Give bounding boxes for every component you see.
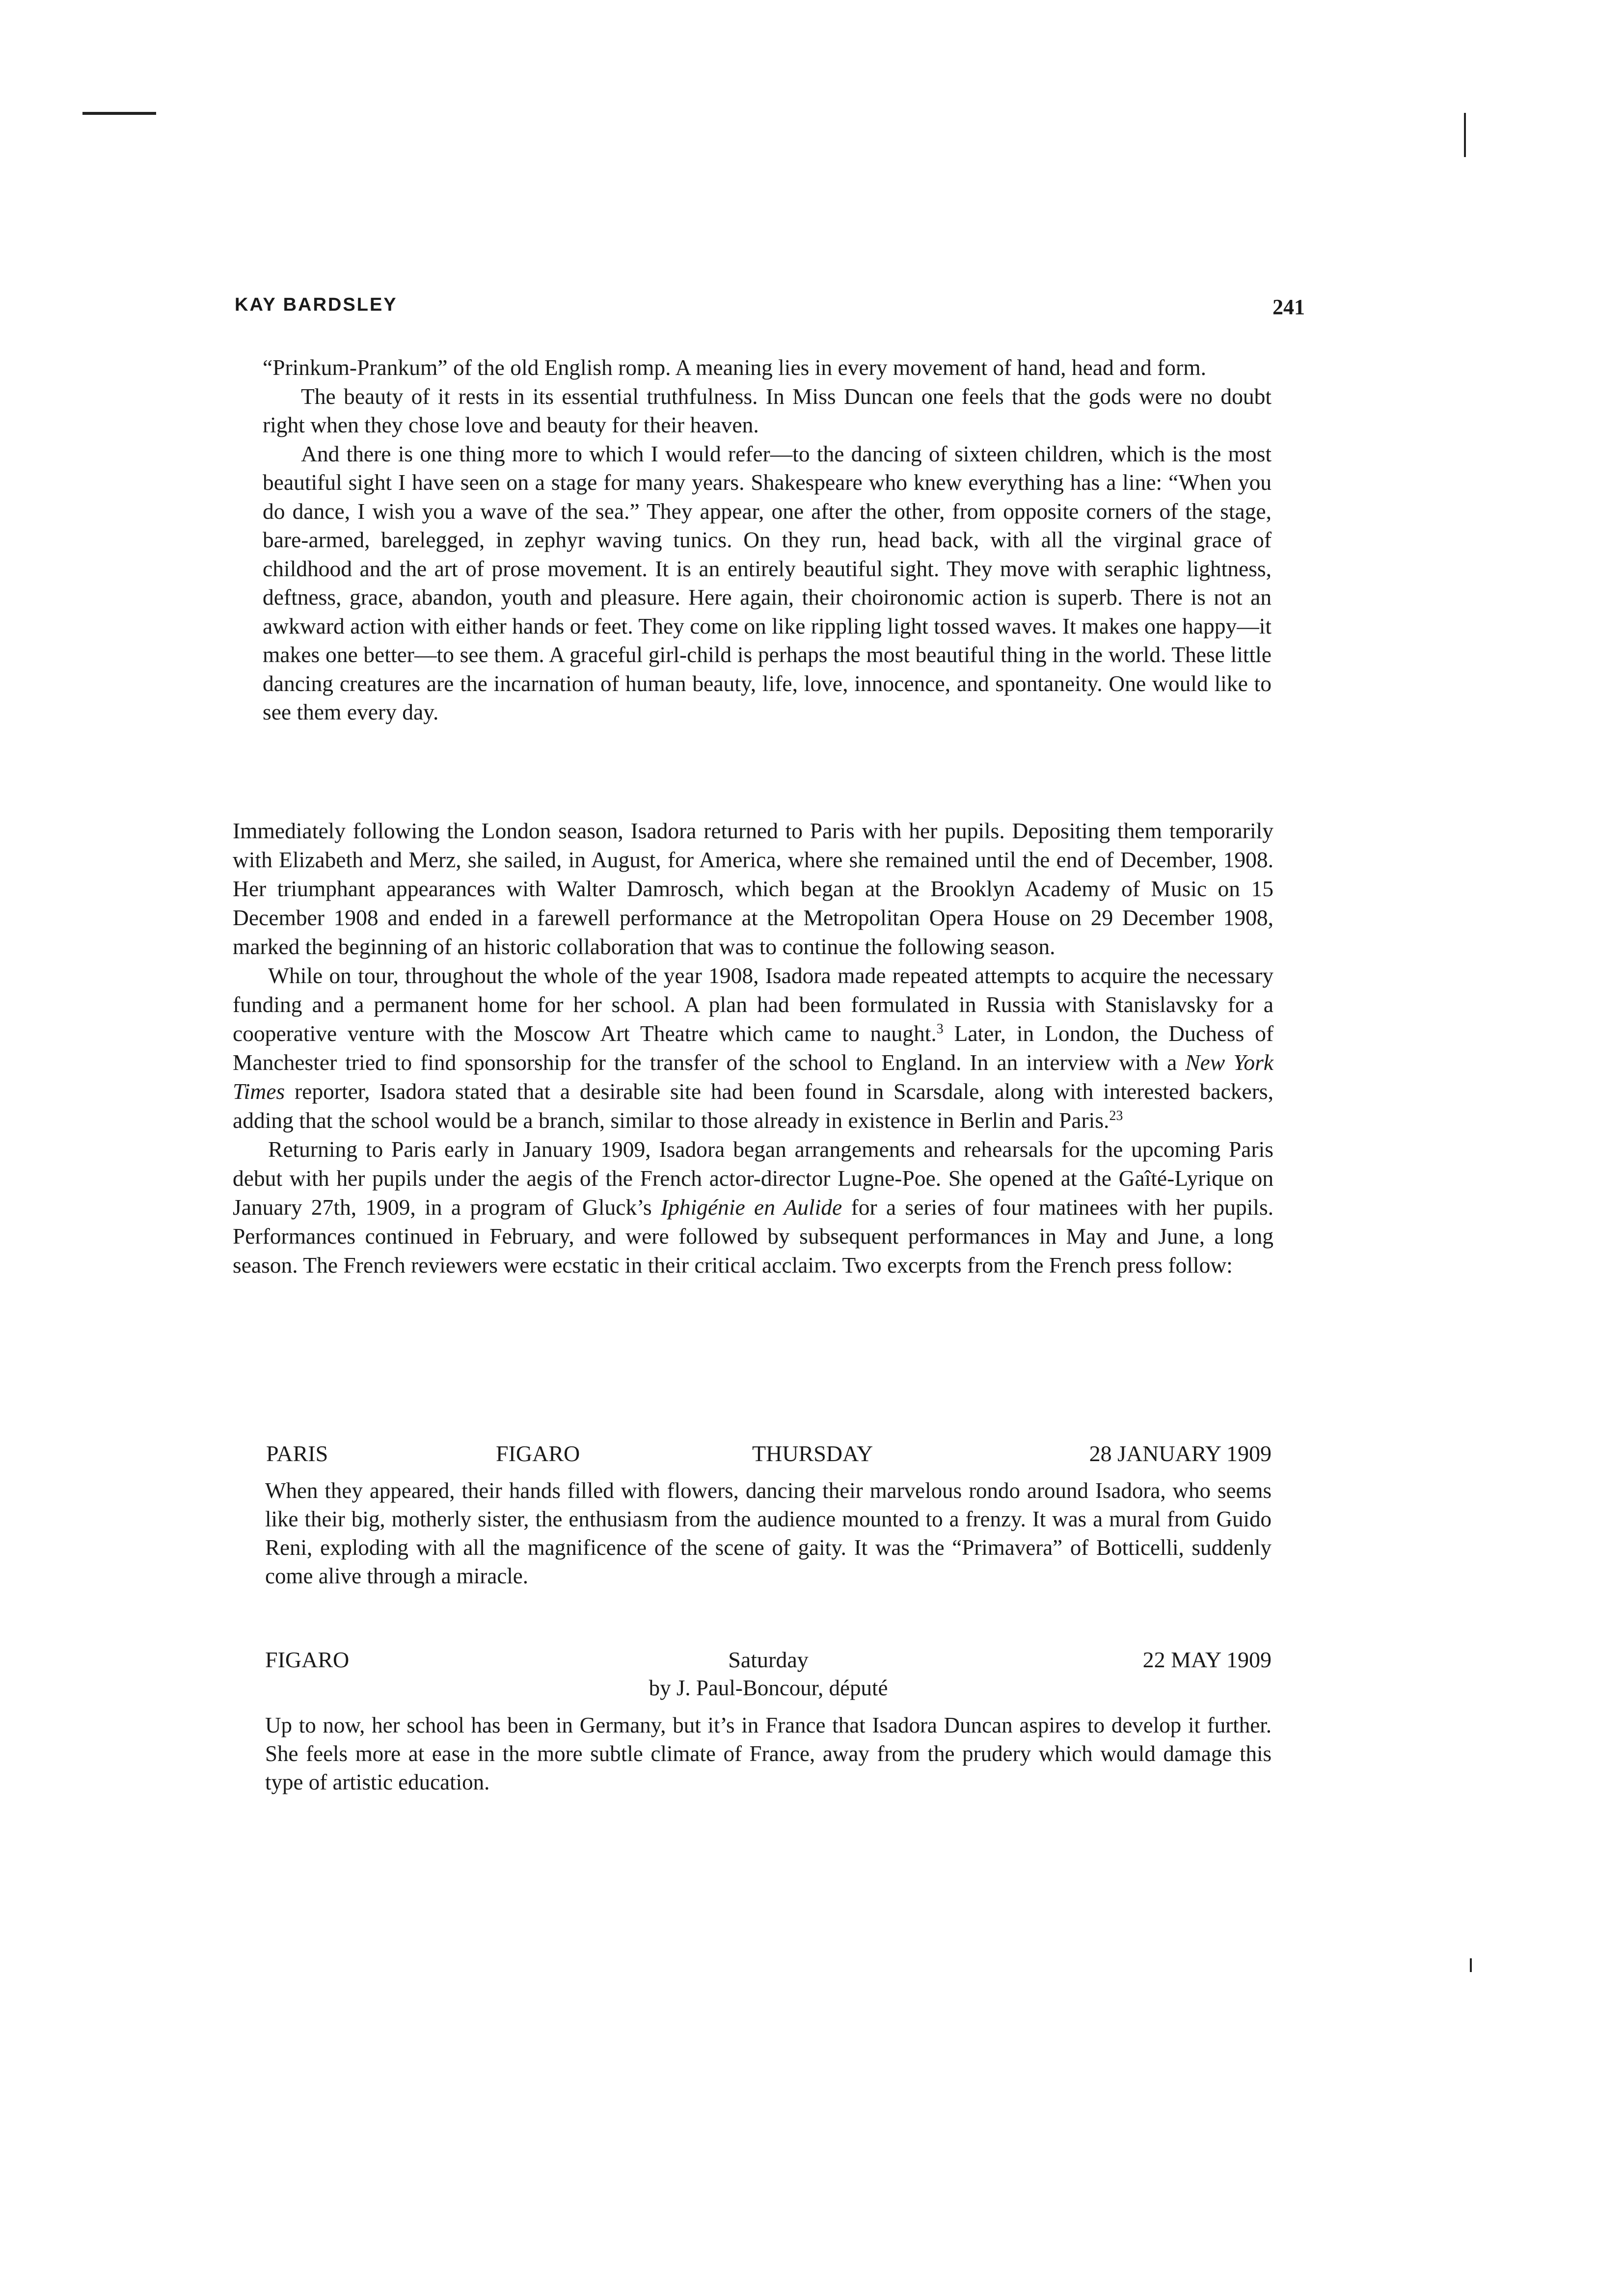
body-text-span: reporter, Isadora stated that a desirable site had been found in Scarsdale, along with interested backers, adding that the school would be a branch, similar to those already in existence in Berlin and Paris. bbox=[233, 1079, 1273, 1133]
quote-paragraph: And there is one thing more to which I would refer—to the dancing of sixteen children, which is the most beautiful sight I have seen on a stage for many years. Shakespeare who knew everything has a line: “When you do dance, I wish you a wave of the sea.” They appear, one after the other, from opposite corners of the stage, bare-armed, barelegged, in zephyr waving tunics. On they run, head back, with all the virginal grace of childhood and the art of prose movement. It is an entirely beautiful sight. They move with seraphic lightness, deftness, grace, abandon, youth and pleasure. Here again, their choironomic action is superb. There is not an awkward action with either hands or feet. They come on like rippling light tossed waves. It makes one happy—it makes one better—to see them. A graceful girl-child is perhaps the most beautiful thing in the world. These little dancing creatures are the incarnation of human beauty, life, love, innocence, and spontaneity. One would like to see them every day. bbox=[263, 441, 1272, 724]
publication-title: New York Times bbox=[233, 1050, 1273, 1104]
footnote-ref: 3 bbox=[936, 1021, 944, 1037]
body-paragraph: Immediately following the London season, Isadora returned to Paris with her pupils. Depositing them temporarily with Elizabeth and Merz, she sailed, in August, for America, where she remained until the end of December, 1908. Her triumphant appearances with Walter Damrosch, which began at the Brooklyn Academy of Music on 15 December 1908 and ended in a farewell performance at the Metropolitan Opera House on 29 December 1908, marked the beginning of an historic collaboration that was to continue the following season. bbox=[233, 818, 1273, 959]
press-date: 22 MAY 1909 bbox=[1142, 1647, 1272, 1672]
body-text-span: While on tour, throughout the whole of the year 1908, Isadora made repeated attempts to acquire the necessary funding and a permanent home for her school. A plan had been formulated in Russia with Stanislavsky for a cooperative venture with the Moscow Art Theatre which came to naught. bbox=[233, 963, 1273, 1046]
scan-mark-right-lower bbox=[1470, 1958, 1472, 1972]
quote-paragraph: “Prinkum-Prankum” of the old English romp. A meaning lies in every movement of hand, head and form. bbox=[263, 355, 1206, 380]
press-day: Saturday bbox=[728, 1647, 809, 1672]
header-author: KAY BARDSLEY bbox=[235, 294, 398, 315]
page-number: 241 bbox=[1272, 295, 1305, 319]
quote-paragraph: The beauty of it rests in its essential truthfulness. In Miss Duncan one feels that the gods were no doubt right when they chose love and beauty for their heaven. bbox=[263, 383, 1272, 437]
press-byline: by J. Paul-Boncour, député bbox=[649, 1676, 888, 1700]
press-excerpt-text bbox=[265, 1476, 1272, 1590]
body-text bbox=[233, 816, 1273, 1280]
press-paper: FIGARO bbox=[265, 1647, 350, 1672]
press-city: PARIS bbox=[266, 1441, 328, 1466]
running-header bbox=[235, 294, 1305, 324]
press-date: 28 JANUARY 1909 bbox=[1089, 1441, 1272, 1466]
body-paragraph bbox=[233, 961, 1273, 1135]
work-title: Iphigénie en Aulide bbox=[660, 1195, 842, 1220]
press-excerpt-heading bbox=[265, 1647, 1272, 1676]
press-paragraph: Up to now, her school has been in Germany, but it’s in France that Isadora Duncan aspires to develop it further. She feels more at ease in the more subtle climate of France, away from the prudery which would damage this type of artistic education. bbox=[265, 1713, 1272, 1794]
body-text-span: Later, in London, the Duchess of Manchester tried to find sponsorship for the transfer of the school to England. In an interview with a bbox=[233, 1021, 1273, 1075]
body-text-span: Returning to Paris early in January 1909, Isadora began arrangements and rehearsals for the upcoming Paris debut with her pupils under the aegis of the French actor-director Lugne-Poe. She opened at the Gaîté-Lyrique on January 27th, 1909, in a program of Gluck’s bbox=[233, 1137, 1273, 1220]
press-paragraph: When they appeared, their hands filled with flowers, dancing their marvelous rondo around Isadora, who seems like their big, motherly sister, the enthusiasm from the audience mounted to a frenzy. It was a mural from Guido Reni, exploding with all the magnificence of the scene of gaity. It was the “Primavera” of Botticelli, suddenly come alive through a miracle. bbox=[265, 1478, 1272, 1588]
body-text-span: for a series of four matinees with her pupils. Performances continued in February, and were followed by subsequent performances in May and June, a long season. The French reviewers were ecstatic in their critical acclaim. Two excerpts from the French press follow: bbox=[233, 1195, 1274, 1278]
press-paper: FIGARO bbox=[496, 1441, 580, 1466]
press-day: THURSDAY bbox=[752, 1441, 873, 1466]
press-excerpt-text bbox=[265, 1711, 1272, 1796]
body-paragraph bbox=[233, 1135, 1273, 1280]
scan-mark-top-left bbox=[82, 112, 156, 115]
scan-mark-right-edge bbox=[1464, 113, 1466, 157]
footnote-ref: 23 bbox=[1109, 1108, 1123, 1123]
press-excerpt-heading bbox=[265, 1441, 1272, 1470]
block-quote bbox=[263, 353, 1272, 727]
